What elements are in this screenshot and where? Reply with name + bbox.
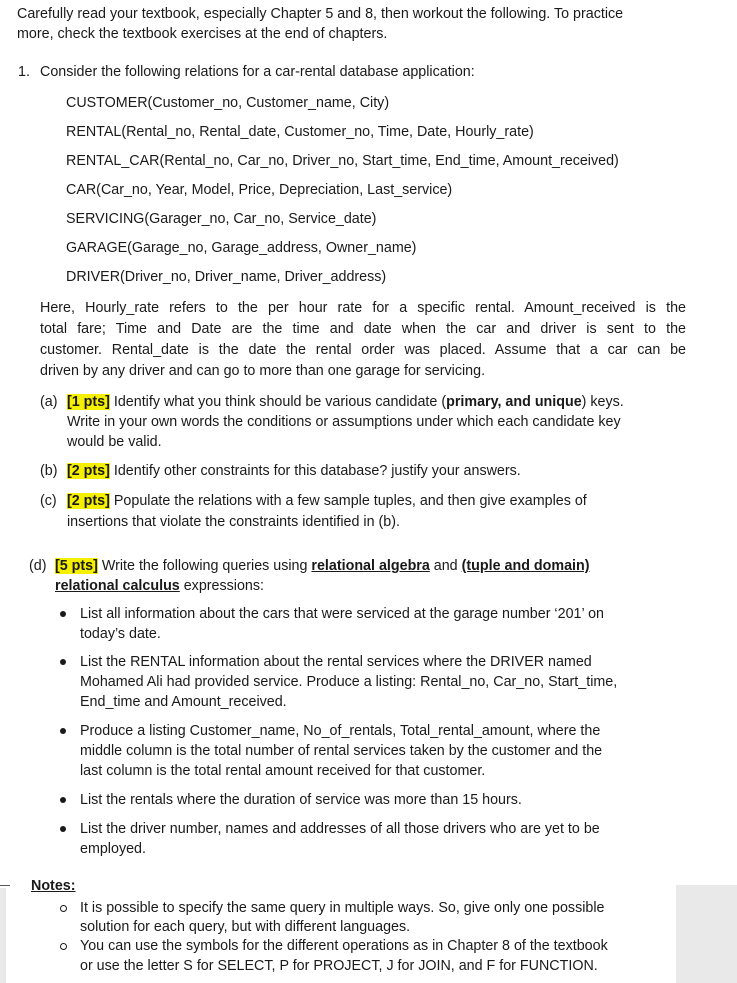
bullet-1-line-2: today’s date. xyxy=(80,626,161,642)
question-number: 1. xyxy=(18,64,30,80)
note-2-line-2: or use the letter S for SELECT, P for PROJECT, J for JOIN, and F for FUNCTION. xyxy=(80,958,598,974)
note-1-line-2: solution for each query, but with different languages. xyxy=(80,919,411,935)
para-line-1: Here, Hourly_rate refers to the per hour rate for a specific rental. Amount_received is the xyxy=(40,300,686,316)
intro-line-1: Carefully read your textbook, especially Chapter 5 and 8, then workout the following. To practice xyxy=(17,6,624,22)
part-d-line-1: [5 pts] Write the following queries using relational algebra and (tuple and domain) xyxy=(55,558,590,574)
note-1-line-1: It is possible to specify the same query in multiple ways. So, give only one possible xyxy=(80,900,605,916)
relation-rental-car: RENTAL_CAR(Rental_no, Car_no, Driver_no, Start_time, End_time, Amount_received) xyxy=(66,153,619,169)
part-a-line-1: [1 pts] Identify what you think should be various candidate (primary, and unique) keys. xyxy=(67,394,624,410)
hollow-bullet-icon xyxy=(60,905,67,912)
right-grey-panel xyxy=(676,885,737,983)
relation-customer: CUSTOMER(Customer_no, Customer_name, City) xyxy=(66,95,390,111)
bullet-3-line-1: Produce a listing Customer_name, No_of_rentals, Total_rental_amount, where the xyxy=(80,723,601,739)
part-c-points-badge: [2 pts] xyxy=(67,493,110,509)
para-line-3: customer. Rental_date is the date the rental order was placed. Assume that a car can be xyxy=(40,342,686,358)
left-grey-panel xyxy=(0,888,6,983)
bullet-icon xyxy=(60,826,66,832)
question-prompt: Consider the following relations for a car-rental database application: xyxy=(40,64,475,80)
relation-driver: DRIVER(Driver_no, Driver_name, Driver_address) xyxy=(66,269,387,285)
part-a-points-badge: [1 pts] xyxy=(67,394,110,410)
margin-dash xyxy=(0,885,10,886)
bullet-icon xyxy=(60,659,66,665)
relation-car: CAR(Car_no, Year, Model, Price, Depreciation, Last_service) xyxy=(66,182,453,198)
part-a-line-2: Write in your own words the conditions or assumptions under which each candidate key xyxy=(67,414,621,430)
bullet-2-line-3: End_time and Amount_received. xyxy=(80,694,287,710)
part-d-line-2: relational calculus expressions: xyxy=(55,578,264,594)
note-2-line-1: You can use the symbols for the different operations as in Chapter 8 of the textbook xyxy=(80,938,608,954)
para-line-2: total fare; Time and Date are the time and date when the car and driver is sent to the xyxy=(40,321,686,337)
part-a-label: (a) xyxy=(40,394,58,410)
part-a-line-3: would be valid. xyxy=(67,434,162,450)
bullet-icon xyxy=(60,728,66,734)
bullet-icon xyxy=(60,797,66,803)
part-c-line-1: [2 pts] Populate the relations with a few sample tuples, and then give examples of xyxy=(67,493,587,509)
bullet-5-line-2: employed. xyxy=(80,841,146,857)
part-b-points-badge: [2 pts] xyxy=(67,463,110,479)
part-d-label: (d) xyxy=(29,558,47,574)
part-d-points-badge: [5 pts] xyxy=(55,558,98,574)
bullet-icon xyxy=(60,611,66,617)
bullet-5-line-1: List the driver number, names and addresses of all those drivers who are yet to be xyxy=(80,821,600,837)
bullet-1-line-1: List all information about the cars that were serviced at the garage number ‘201’ on xyxy=(80,606,604,622)
notes-heading: Notes: xyxy=(31,878,76,894)
part-b-line: [2 pts] Identify other constraints for this database? justify your answers. xyxy=(67,463,521,479)
part-c-label: (c) xyxy=(40,493,57,509)
part-b-label: (b) xyxy=(40,463,58,479)
relation-garage: GARAGE(Garage_no, Garage_address, Owner_name) xyxy=(66,240,417,256)
bullet-2-line-1: List the RENTAL information about the rental services where the DRIVER named xyxy=(80,654,592,670)
bullet-4-line-1: List the rentals where the duration of service was more than 15 hours. xyxy=(80,792,522,808)
relation-rental: RENTAL(Rental_no, Rental_date, Customer_no, Time, Date, Hourly_rate) xyxy=(66,124,534,140)
relation-servicing: SERVICING(Garager_no, Car_no, Service_date) xyxy=(66,211,377,227)
bullet-2-line-2: Mohamed Ali had provided service. Produce a listing: Rental_no, Car_no, Start_time, xyxy=(80,674,618,690)
intro-line-2: more, check the textbook exercises at the end of chapters. xyxy=(17,26,388,42)
bullet-3-line-3: last column is the total rental amount received for that customer. xyxy=(80,763,486,779)
bullet-3-line-2: middle column is the total number of rental services taken by the customer and the xyxy=(80,743,603,759)
para-line-4: driven by any driver and can go to more than one garage for servicing. xyxy=(40,363,486,379)
hollow-bullet-icon xyxy=(60,943,67,950)
part-c-line-2: insertions that violate the constraints identified in (b). xyxy=(67,514,400,530)
